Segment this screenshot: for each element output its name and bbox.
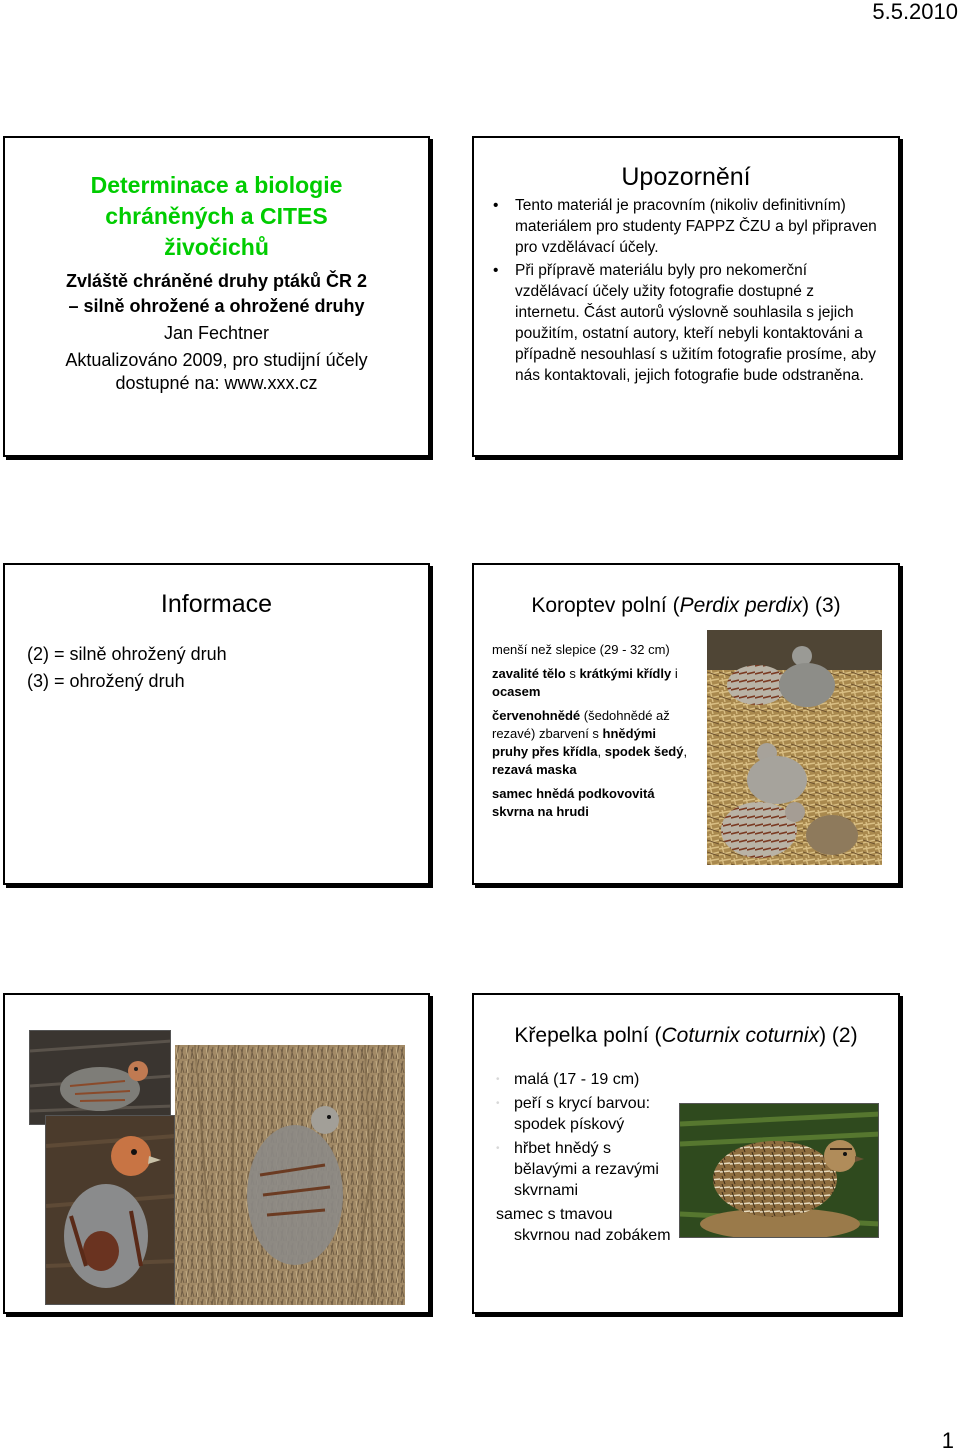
bullet-text: Tento materiál je pracovním (nikoliv definitivním) materiálem pro studenty FAPPZ ČZU a byl připraven pro vzdělávací účely. [515, 197, 877, 256]
quail-description [496, 1069, 676, 1246]
slide-main-title [5, 170, 428, 263]
warning-bullets [493, 195, 880, 388]
bullet-dot-icon: • [496, 1074, 500, 1085]
desc-coloration: červenohnědé (šedohnědé až rezavé) zbarvení s hnědými pruhy přes křídla, spodek šedý, rezavá maska [492, 708, 688, 777]
title-line-3: živočichů [164, 234, 269, 260]
list-item: • peří s krycí barvou: spodek pískový [496, 1095, 651, 1133]
desc-size: menší než slepice (29 - 32 cm) [492, 642, 670, 657]
info-line-1: (2) = silně ohrožený druh [27, 644, 227, 664]
title-line-2: chráněných a CITES [105, 203, 328, 229]
slide-grey-partridge [472, 563, 900, 885]
partridge-grass-image [175, 1045, 405, 1305]
partridge-nest-image [707, 630, 882, 865]
list-item: • hřbet hnědý s bělavými a rezavými skvrnami [496, 1140, 659, 1199]
partridge-photo [707, 630, 882, 865]
page-number: 1 [941, 1428, 954, 1453]
partridge-photo-top [29, 1030, 171, 1125]
slide-warning [472, 136, 900, 457]
bullet-dot-icon: • [493, 262, 499, 279]
latin-name: Perdix perdix [679, 594, 803, 617]
latin-name: Coturnix coturnix [661, 1024, 820, 1047]
bullet-dot-icon: • [493, 197, 499, 214]
desc-male: samec hnědá podkovovitá skvrna na hrudi [492, 786, 655, 819]
partridge-photo-closeup [45, 1115, 175, 1305]
partridge-portrait-image [46, 1116, 175, 1305]
slide-information [3, 563, 430, 885]
quail-photo [679, 1103, 879, 1238]
male-note-line-1: samec s tmavou [496, 1206, 613, 1223]
slide-title: Křepelka polní (Coturnix coturnix) (2) [514, 1024, 858, 1047]
partridge-ground-image [30, 1031, 171, 1125]
author-name: Jan Fechtner [163, 323, 270, 343]
bullet-item [493, 260, 880, 386]
slide-title: Koroptev polní (Perdix perdix) (3) [531, 594, 841, 617]
info-line-2: (3) = ohrožený druh [27, 671, 185, 691]
partridge-photo-grass [175, 1045, 405, 1305]
page-date: 5.5.2010 [872, 0, 958, 24]
desc-body: zavalité tělo s krátkými křídly i ocasem [492, 666, 678, 699]
slide-title: Upozornění [621, 163, 751, 191]
list-item: • malá (17 - 19 cm) [496, 1071, 640, 1088]
quail-image [680, 1104, 879, 1238]
bullet-dot-icon: • [496, 1143, 500, 1154]
slide-common-quail [472, 993, 900, 1314]
updated-note: Aktualizováno 2009, pro studijní účely [65, 350, 368, 370]
url-line: dostupné na: www.xxx.cz [115, 373, 318, 393]
slide-partridge-photos [3, 993, 430, 1314]
slide-title-page [3, 136, 430, 457]
male-note [496, 1204, 676, 1246]
title-line-1: Determinace a biologie [90, 172, 343, 198]
partridge-description [492, 641, 692, 827]
slide-title: Informace [160, 590, 273, 618]
subtitle-line-1: Zvláště chráněné druhy ptáků ČR 2 [65, 271, 368, 291]
bullet-dot-icon: • [496, 1098, 500, 1109]
bullet-item [493, 195, 880, 258]
male-note-rest: skvrnou nad zobákem [514, 1227, 671, 1244]
subtitle-line-2: – silně ohrožené a ohrožené druhy [68, 296, 365, 316]
bullet-text: Při přípravě materiálu byly pro nekomerční vzdělávací účely užity fotografie dostupné z internetu. Část autorů výslovně souhlasila s jejich použitím, ostatní autory, kteří nebyli kontaktováni a případně nesouhlasí s užitím fotografie prosíme, aby nás kontaktovali, jejich fotografie bude odstraněna. [515, 262, 877, 384]
